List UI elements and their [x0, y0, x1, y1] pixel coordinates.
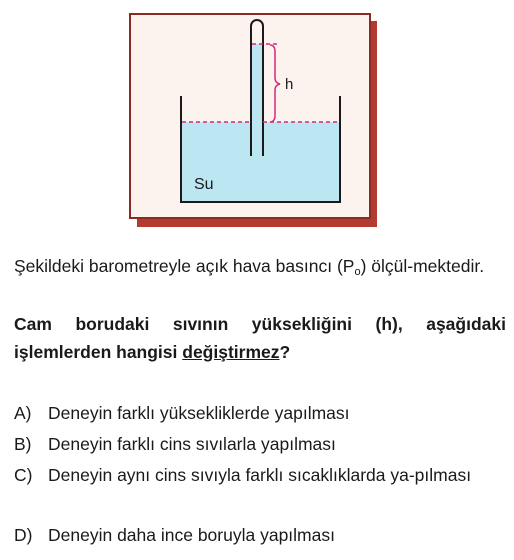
option-b-text: Deneyin farklı cins sıvılarla yapılması [48, 434, 336, 454]
option-c-label: C) [14, 465, 33, 485]
height-label: h [285, 76, 294, 93]
intro-paragraph [14, 252, 506, 280]
intro-text-2: ) ölçül-mektedir. [360, 256, 485, 276]
option-c-text: Deneyin aynı cins sıvıyla farklı sıcaklıklarda ya-pılması [48, 465, 472, 485]
question-underlined-word: değiştirmez [182, 342, 280, 362]
option-a[interactable] [14, 399, 502, 427]
option-d-text: Deneyin daha ince boruyla yapılması [48, 525, 335, 545]
question-text [14, 310, 506, 366]
question-text-1: Cam borudaki sıvının yüksekliğini (h), aşağıdaki işlemlerden hangisi [14, 314, 506, 362]
pressure-subscript: o [354, 266, 361, 278]
option-b[interactable] [14, 430, 502, 458]
liquid-label: Su [194, 176, 214, 193]
barometer-figure [128, 12, 380, 230]
option-d-label: D) [14, 525, 33, 545]
option-d[interactable] [14, 521, 502, 549]
option-a-label: A) [14, 403, 32, 423]
intro-text-1: Şekildeki barometreyle açık hava basıncı (P [14, 256, 355, 276]
option-a-text: Deneyin farklı yüksekliklerde yapılması [48, 403, 350, 423]
tube-water [252, 44, 262, 156]
option-b-label: B) [14, 434, 32, 454]
option-c[interactable] [14, 461, 502, 489]
question-text-2: ? [279, 342, 291, 362]
